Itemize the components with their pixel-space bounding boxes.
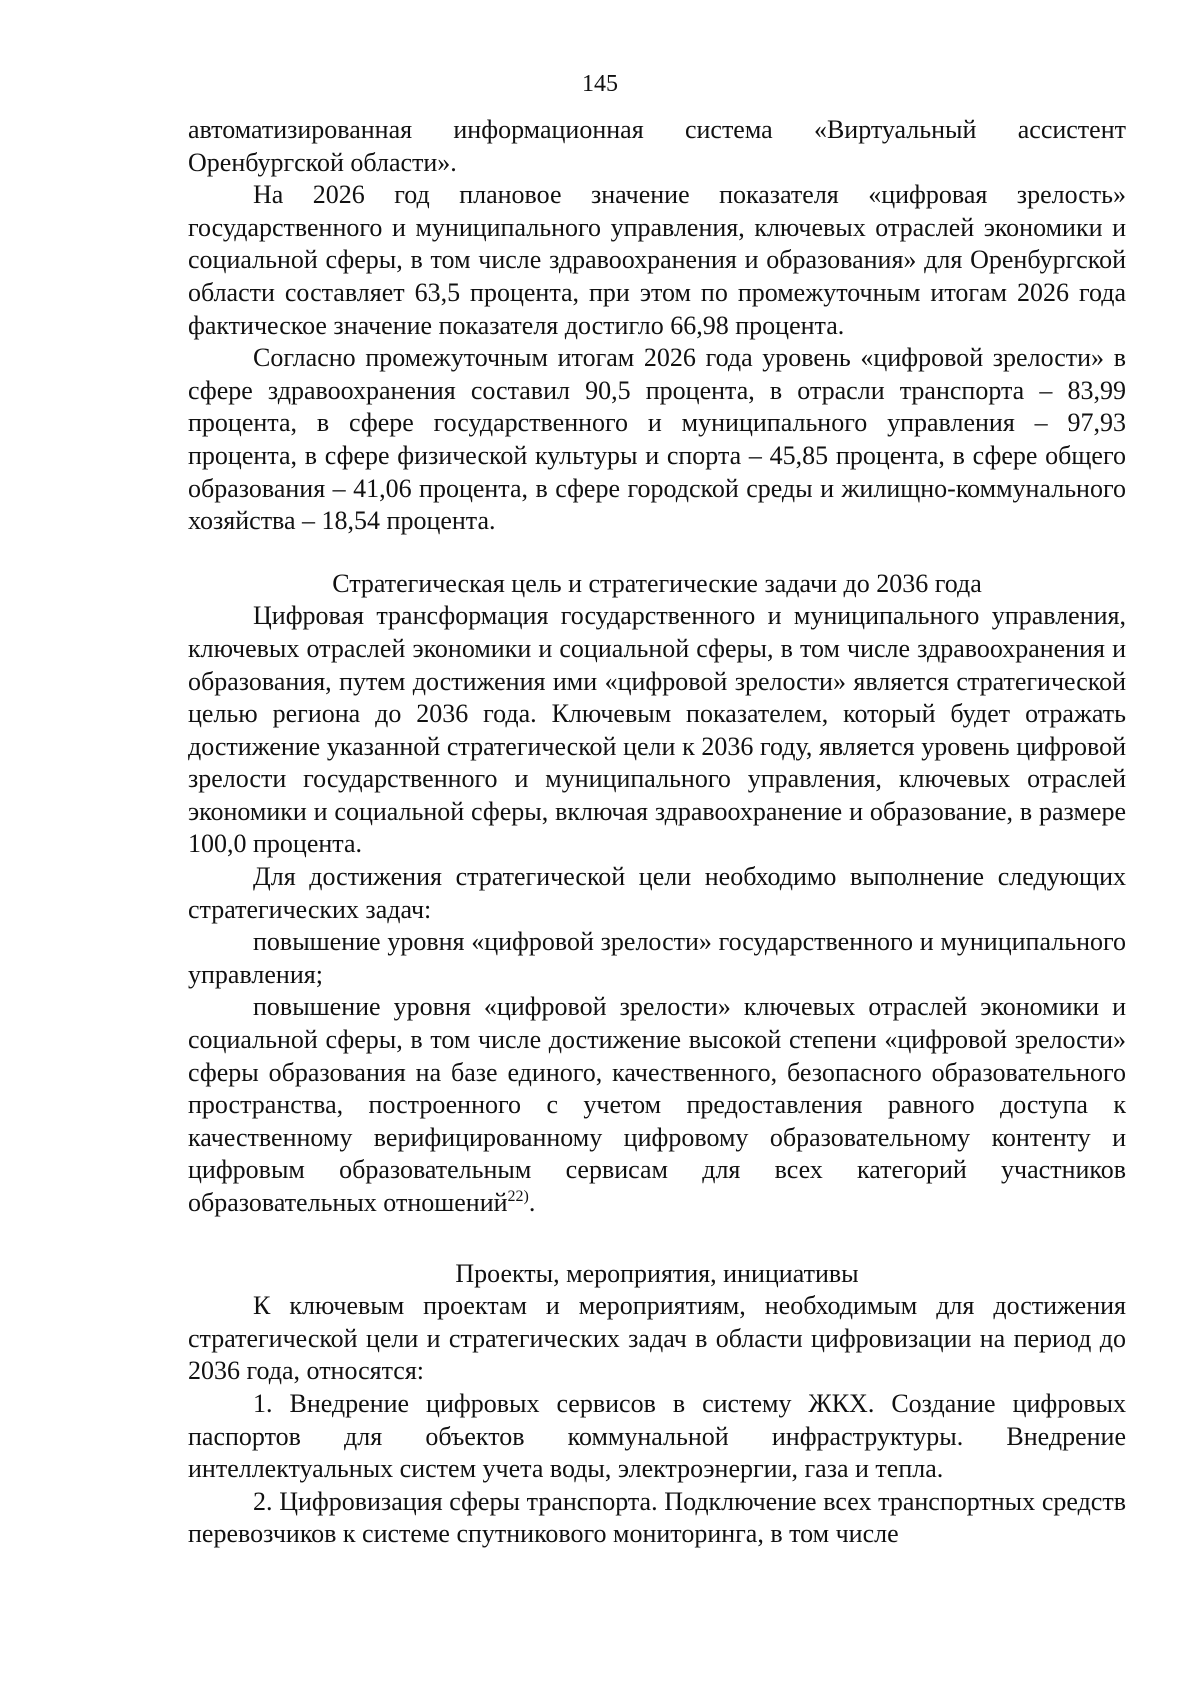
paragraph-project-2: 2. Цифровизация сферы транспорта. Подключение всех транспортных средств перевозчиков к системе спутникового мониторинга, в том числе: [188, 1486, 1126, 1549]
paragraph-projects-intro: К ключевым проектам и мероприятиям, необходимым для достижения стратегической цели и стратегических задач в области цифровизации на период до 2036 года, относятся:: [188, 1291, 1126, 1386]
section-spacer: [188, 538, 1126, 568]
task-2-end: .: [528, 1188, 536, 1217]
paragraph-interim-results: Согласно промежуточным итогам 2026 года уровень «цифровой зрелости» в сфере здравоохранения составил 90,5 процента, в отрасли транспорта – 83,99 процента, в сфере государственного и муниципального управления – 97,93 процента, в сфере физической культуры и спорта – 45,85 процента, в сфере общего образования – 41,06 процента, в сфере городской среды и жилищно-коммунального хозяйства – 18,54 процента.: [188, 343, 1126, 536]
paragraph-tasks-intro: Для достижения стратегической цели необходимо выполнение следующих стратегических задач:: [188, 862, 1126, 924]
section-spacer: [188, 1220, 1126, 1258]
paragraph-strategic-goal: Цифровая трансформация государственного и муниципального управления, ключевых отраслей экономики и социальной сферы, в том числе здравоохранения и образования, путем достижения ими «цифровой зрелости» является стратегической целью региона до 2036 года. Ключевым показателем, который будет отражать достижение указанной стратегической цели к 2036 году, является уровень цифровой зрелости государственного и муниципального управления, ключевых отраслей экономики и социальной сферы, включая здравоохранение и образование, в размере 100,0 процента.: [188, 601, 1126, 859]
paragraph-task-1: повышение уровня «цифровой зрелости» государственного и муниципального управления;: [188, 927, 1126, 989]
section-heading-strategic-goal: Стратегическая цель и стратегические задачи до 2036 года: [332, 568, 982, 598]
footnote-reference: 22): [507, 1188, 529, 1205]
paragraph-task-2: [188, 991, 1126, 1219]
paragraph-continuation: автоматизированная информационная система «Виртуальный ассистент Оренбургской области».: [188, 115, 1126, 177]
paragraph-project-1: 1. Внедрение цифровых сервисов в систему ЖКХ. Создание цифровых паспортов для объектов коммунальной инфраструктуры. Внедрение интеллектуальных систем учета воды, электроэнергии, газа и тепла.: [188, 1388, 1126, 1484]
section-heading-projects: Проекты, мероприятия, инициативы: [455, 1258, 859, 1288]
page-number: 145: [582, 71, 618, 97]
task-2-text: повышение уровня «цифровой зрелости» ключевых отраслей экономики и социальной сферы, в том числе достижение высокой степени «цифровой зрелости» сферы образования на базе единого, качественного, безопасного образовательного пространства, построенного с учетом предоставления равного доступа к качественному верифицированному цифровому образовательному контенту и цифровым образовательным сервисам для всех категорий участников образовательных отношений: [188, 992, 1126, 1217]
paragraph-plan-2026: На 2026 год плановое значение показателя «цифровая зрелость» государственного и муниципального управления, ключевых отраслей экономики и социальной сферы, в том числе здравоохранения и образования» для Оренбургской области составляет 63,5 процента, при этом по промежуточным итогам 2026 года фактическое значение показателя достигло 66,98 процента.: [188, 180, 1126, 340]
document-body: [188, 114, 1126, 1551]
